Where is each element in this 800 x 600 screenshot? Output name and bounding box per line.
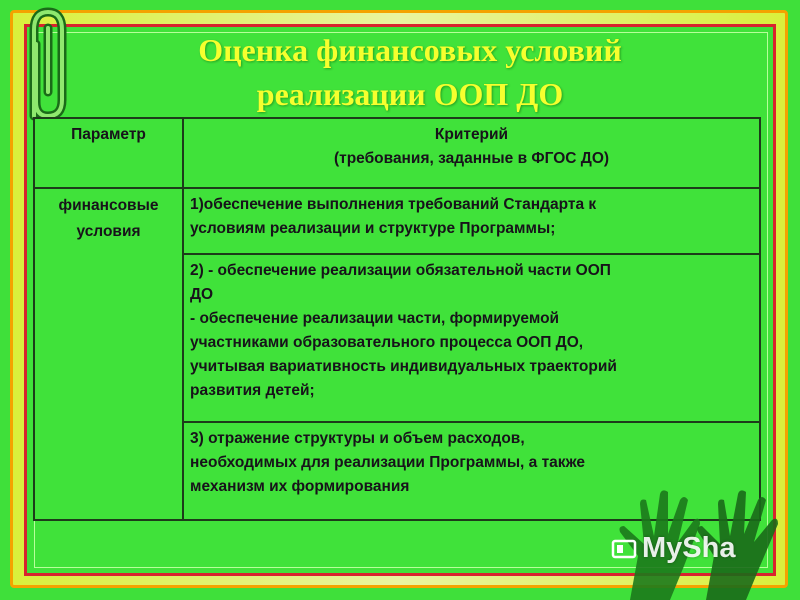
- mysha-logo-icon: [610, 535, 638, 563]
- watermark: [610, 532, 790, 576]
- header-criterion: [183, 118, 760, 188]
- criterion-2-line: развития детей;: [190, 382, 315, 399]
- criterion-2-line: участниками образовательного процесса ООП ДО,: [190, 334, 584, 351]
- slide-title: [120, 28, 700, 116]
- criteria-table: [33, 117, 761, 521]
- criterion-2-line: 2) - обеспечение реализации обязательной части ООП: [190, 262, 611, 279]
- header-parameter: Параметр: [34, 118, 183, 188]
- table-header-row: [34, 118, 760, 188]
- parameter-cell: [34, 188, 183, 520]
- table-row: [34, 188, 760, 254]
- criterion-cell-2: [183, 254, 760, 422]
- criterion-2-line: учитывая вариативность индивидуальных траекторий: [190, 358, 617, 375]
- header-criterion-line2: (требования, заданные в ФГОС ДО): [333, 150, 610, 167]
- header-criterion-line1: Критерий: [434, 126, 509, 143]
- watermark-text: MySha: [642, 532, 736, 564]
- paperclip-icon: [14, 4, 76, 126]
- criterion-cell-1: [183, 188, 760, 254]
- parameter-line2: условия: [76, 223, 141, 240]
- slide-title-line1: Оценка финансовых условий: [198, 32, 622, 68]
- criterion-3-line: 3) отражение структуры и объем расходов,: [190, 430, 525, 447]
- criterion-2-line: ДО: [190, 286, 214, 303]
- criterion-1-line: 1)обеспечение выполнения требований Стандарта к: [190, 196, 597, 213]
- criterion-1-line: условиям реализации и структуре Программы;: [190, 220, 556, 237]
- criterion-3-line: механизм их формирования: [190, 478, 410, 495]
- slide-title-line2: реализации ООП ДО: [256, 76, 564, 112]
- criterion-3-line: необходимых для реализации Программы, а также: [190, 454, 585, 471]
- criterion-2-line: - обеспечение реализации части, формируемой: [190, 310, 560, 327]
- parameter-line1: финансовые: [58, 197, 159, 214]
